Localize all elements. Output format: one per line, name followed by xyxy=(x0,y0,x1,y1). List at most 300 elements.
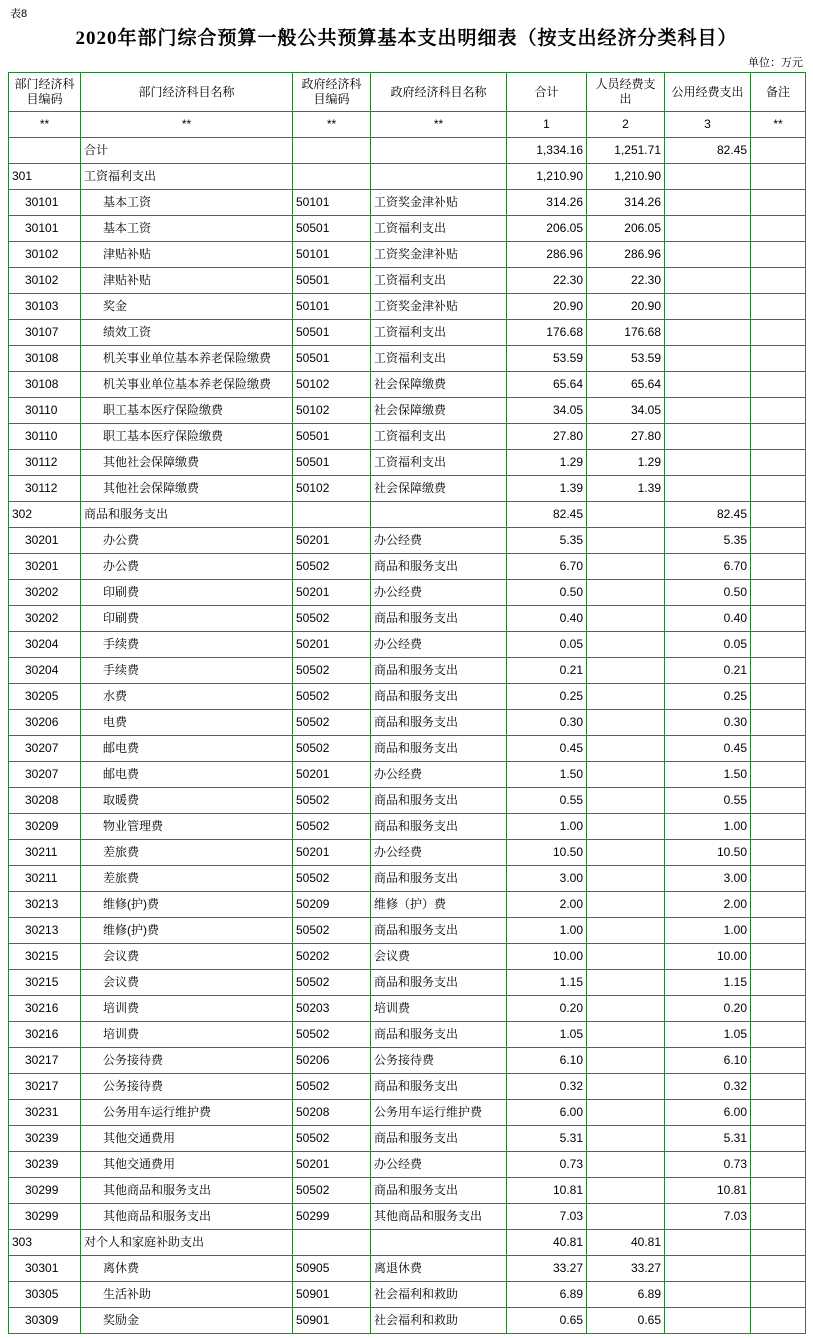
cell-gov-code: 50502 xyxy=(293,554,371,580)
cell-public: 6.10 xyxy=(665,1048,751,1074)
cell-dept-code: 303 xyxy=(9,1230,81,1256)
cell-total: 3.00 xyxy=(507,866,587,892)
cell-dept-name: 职工基本医疗保险缴费 xyxy=(81,398,293,424)
cell-remark xyxy=(751,1074,806,1100)
cell-dept-code: 30299 xyxy=(9,1178,81,1204)
cell-gov-name: 商品和服务支出 xyxy=(371,866,507,892)
cell-dept-code: 30205 xyxy=(9,684,81,710)
cell-gov-name: 社会保障缴费 xyxy=(371,398,507,424)
cell-gov-name: 商品和服务支出 xyxy=(371,918,507,944)
table-row xyxy=(9,1048,806,1074)
cell-total: 10.00 xyxy=(507,944,587,970)
cell-personnel: 6.89 xyxy=(587,1282,665,1308)
cell-dept-name: 差旅费 xyxy=(81,840,293,866)
cell-dept-name: 公务接待费 xyxy=(81,1074,293,1100)
cell-gov-name: 办公经费 xyxy=(371,528,507,554)
cell-personnel: 1,251.71 xyxy=(587,138,665,164)
cell-dept-name: 手续费 xyxy=(81,658,293,684)
cell-gov-name: 工资奖金津补贴 xyxy=(371,190,507,216)
cell-dept-name: 津贴补贴 xyxy=(81,268,293,294)
cell-total: 0.21 xyxy=(507,658,587,684)
colnum-8: ** xyxy=(751,112,806,138)
cell-total: 0.05 xyxy=(507,632,587,658)
cell-gov-code: 50905 xyxy=(293,1256,371,1282)
cell-remark xyxy=(751,1048,806,1074)
cell-gov-name: 工资福利支出 xyxy=(371,450,507,476)
cell-personnel: 40.81 xyxy=(587,1230,665,1256)
colnum-2: ** xyxy=(81,112,293,138)
cell-dept-name: 维修(护)费 xyxy=(81,918,293,944)
cell-public: 1.05 xyxy=(665,1022,751,1048)
cell-dept-code: 30204 xyxy=(9,632,81,658)
cell-total: 1.00 xyxy=(507,814,587,840)
cell-remark xyxy=(751,216,806,242)
cell-dept-name: 基本工资 xyxy=(81,190,293,216)
cell-public: 0.30 xyxy=(665,710,751,736)
cell-dept-code: 30108 xyxy=(9,346,81,372)
cell-remark xyxy=(751,1100,806,1126)
table-row xyxy=(9,216,806,242)
cell-total: 1.50 xyxy=(507,762,587,788)
cell-remark xyxy=(751,788,806,814)
cell-gov-name: 离退休费 xyxy=(371,1256,507,1282)
cell-gov-code: 50201 xyxy=(293,840,371,866)
cell-public xyxy=(665,164,751,190)
table-row xyxy=(9,944,806,970)
cell-dept-name: 工资福利支出 xyxy=(81,164,293,190)
table-row xyxy=(9,710,806,736)
cell-dept-code: 30102 xyxy=(9,242,81,268)
cell-personnel: 1.29 xyxy=(587,450,665,476)
cell-gov-code: 50208 xyxy=(293,1100,371,1126)
cell-total: 6.70 xyxy=(507,554,587,580)
table-row xyxy=(9,1282,806,1308)
cell-gov-name: 商品和服务支出 xyxy=(371,1022,507,1048)
cell-gov-code: 50101 xyxy=(293,294,371,320)
cell-gov-name: 办公经费 xyxy=(371,632,507,658)
cell-gov-name xyxy=(371,1230,507,1256)
cell-total: 0.65 xyxy=(507,1308,587,1334)
cell-gov-code: 50502 xyxy=(293,736,371,762)
cell-personnel xyxy=(587,814,665,840)
cell-dept-code: 30201 xyxy=(9,528,81,554)
cell-gov-name: 会议费 xyxy=(371,944,507,970)
cell-dept-name: 公务接待费 xyxy=(81,1048,293,1074)
cell-public xyxy=(665,450,751,476)
cell-gov-code: 50502 xyxy=(293,606,371,632)
cell-remark xyxy=(751,1022,806,1048)
cell-gov-code: 50203 xyxy=(293,996,371,1022)
cell-dept-name: 其他社会保障缴费 xyxy=(81,450,293,476)
cell-dept-code: 30110 xyxy=(9,424,81,450)
table-row xyxy=(9,554,806,580)
cell-dept-name: 维修(护)费 xyxy=(81,892,293,918)
cell-gov-code: 50201 xyxy=(293,762,371,788)
cell-personnel: 20.90 xyxy=(587,294,665,320)
cell-gov-code: 50201 xyxy=(293,632,371,658)
cell-gov-code xyxy=(293,502,371,528)
cell-public: 0.25 xyxy=(665,684,751,710)
cell-public: 7.03 xyxy=(665,1204,751,1230)
cell-total: 286.96 xyxy=(507,242,587,268)
cell-dept-code: 30301 xyxy=(9,1256,81,1282)
cell-personnel xyxy=(587,762,665,788)
cell-personnel xyxy=(587,1204,665,1230)
cell-dept-name: 水费 xyxy=(81,684,293,710)
table-row xyxy=(9,996,806,1022)
cell-dept-name: 取暖费 xyxy=(81,788,293,814)
cell-gov-name: 社会福利和救助 xyxy=(371,1282,507,1308)
cell-personnel xyxy=(587,528,665,554)
cell-total: 1,334.16 xyxy=(507,138,587,164)
cell-gov-code: 50502 xyxy=(293,1178,371,1204)
cell-total: 10.50 xyxy=(507,840,587,866)
table-row xyxy=(9,320,806,346)
column-number-row xyxy=(9,112,806,138)
cell-dept-code: 30239 xyxy=(9,1152,81,1178)
cell-dept-name: 手续费 xyxy=(81,632,293,658)
cell-public: 0.50 xyxy=(665,580,751,606)
table-row xyxy=(9,268,806,294)
cell-total: 1.39 xyxy=(507,476,587,502)
cell-remark xyxy=(751,658,806,684)
cell-gov-code: 50502 xyxy=(293,658,371,684)
cell-dept-name: 其他商品和服务支出 xyxy=(81,1178,293,1204)
cell-public: 6.70 xyxy=(665,554,751,580)
cell-public: 1.00 xyxy=(665,814,751,840)
cell-gov-name: 工资福利支出 xyxy=(371,346,507,372)
cell-personnel: 0.65 xyxy=(587,1308,665,1334)
cell-remark xyxy=(751,1152,806,1178)
cell-gov-name: 商品和服务支出 xyxy=(371,1074,507,1100)
cell-dept-code: 30110 xyxy=(9,398,81,424)
cell-dept-name: 印刷费 xyxy=(81,606,293,632)
cell-dept-code: 30202 xyxy=(9,606,81,632)
page-title: 2020年部门综合预算一般公共预算基本支出明细表（按支出经济分类科目） xyxy=(75,28,738,49)
cell-total: 22.30 xyxy=(507,268,587,294)
cell-gov-name: 工资福利支出 xyxy=(371,320,507,346)
header-personnel: 人员经费支出 xyxy=(587,73,665,112)
cell-dept-name: 印刷费 xyxy=(81,580,293,606)
cell-remark xyxy=(751,710,806,736)
cell-remark xyxy=(751,1178,806,1204)
cell-gov-name: 社会保障缴费 xyxy=(371,372,507,398)
cell-gov-name: 社会福利和救助 xyxy=(371,1308,507,1334)
cell-gov-name: 其他商品和服务支出 xyxy=(371,1204,507,1230)
cell-public xyxy=(665,268,751,294)
cell-total: 0.55 xyxy=(507,788,587,814)
table-row xyxy=(9,398,806,424)
cell-public xyxy=(665,372,751,398)
cell-gov-code: 50901 xyxy=(293,1308,371,1334)
cell-gov-code: 50501 xyxy=(293,346,371,372)
cell-dept-name: 机关事业单位基本养老保险缴费 xyxy=(81,372,293,398)
cell-personnel xyxy=(587,1048,665,1074)
cell-public xyxy=(665,1282,751,1308)
cell-gov-name xyxy=(371,138,507,164)
cell-remark xyxy=(751,320,806,346)
cell-dept-code: 30309 xyxy=(9,1308,81,1334)
cell-dept-name: 其他交通费用 xyxy=(81,1152,293,1178)
cell-gov-name: 商品和服务支出 xyxy=(371,814,507,840)
cell-public: 0.05 xyxy=(665,632,751,658)
cell-personnel: 1,210.90 xyxy=(587,164,665,190)
cell-gov-name: 办公经费 xyxy=(371,762,507,788)
header-public: 公用经费支出 xyxy=(665,73,751,112)
cell-public: 0.21 xyxy=(665,658,751,684)
cell-remark xyxy=(751,528,806,554)
cell-total: 6.00 xyxy=(507,1100,587,1126)
cell-remark xyxy=(751,1308,806,1334)
cell-public xyxy=(665,320,751,346)
cell-remark xyxy=(751,1282,806,1308)
table-row xyxy=(9,1230,806,1256)
cell-dept-code: 30207 xyxy=(9,736,81,762)
cell-dept-name: 其他社会保障缴费 xyxy=(81,476,293,502)
cell-gov-name: 商品和服务支出 xyxy=(371,710,507,736)
colnum-4: ** xyxy=(371,112,507,138)
cell-gov-code: 50101 xyxy=(293,190,371,216)
cell-dept-code: 30217 xyxy=(9,1048,81,1074)
cell-gov-code xyxy=(293,138,371,164)
cell-personnel xyxy=(587,580,665,606)
cell-dept-name: 生活补助 xyxy=(81,1282,293,1308)
cell-public xyxy=(665,398,751,424)
cell-gov-name: 商品和服务支出 xyxy=(371,606,507,632)
table-row xyxy=(9,814,806,840)
table-row xyxy=(9,242,806,268)
cell-public: 0.73 xyxy=(665,1152,751,1178)
cell-total: 314.26 xyxy=(507,190,587,216)
cell-gov-code: 50502 xyxy=(293,918,371,944)
cell-public: 10.00 xyxy=(665,944,751,970)
cell-gov-code: 50202 xyxy=(293,944,371,970)
table-row xyxy=(9,580,806,606)
table-row xyxy=(9,736,806,762)
cell-dept-name: 机关事业单位基本养老保险缴费 xyxy=(81,346,293,372)
cell-gov-name xyxy=(371,164,507,190)
cell-dept-name: 对个人和家庭补助支出 xyxy=(81,1230,293,1256)
table-row xyxy=(9,892,806,918)
cell-dept-name: 基本工资 xyxy=(81,216,293,242)
cell-dept-name: 职工基本医疗保险缴费 xyxy=(81,424,293,450)
cell-gov-code: 50502 xyxy=(293,1074,371,1100)
cell-public xyxy=(665,1256,751,1282)
cell-dept-name: 差旅费 xyxy=(81,866,293,892)
cell-remark xyxy=(751,372,806,398)
cell-dept-code: 30215 xyxy=(9,970,81,996)
cell-dept-code: 301 xyxy=(9,164,81,190)
cell-dept-code: 30112 xyxy=(9,476,81,502)
cell-remark xyxy=(751,970,806,996)
cell-total: 65.64 xyxy=(507,372,587,398)
cell-public xyxy=(665,1230,751,1256)
cell-personnel: 53.59 xyxy=(587,346,665,372)
cell-remark xyxy=(751,736,806,762)
cell-remark xyxy=(751,996,806,1022)
cell-total: 53.59 xyxy=(507,346,587,372)
cell-public: 82.45 xyxy=(665,138,751,164)
cell-gov-name: 办公经费 xyxy=(371,1152,507,1178)
cell-gov-name: 公务用车运行维护费 xyxy=(371,1100,507,1126)
cell-dept-code: 30209 xyxy=(9,814,81,840)
cell-gov-code: 50502 xyxy=(293,814,371,840)
cell-total: 1.15 xyxy=(507,970,587,996)
cell-gov-code: 50102 xyxy=(293,398,371,424)
cell-dept-code: 30207 xyxy=(9,762,81,788)
budget-table xyxy=(8,72,806,1334)
header-gov-code: 政府经济科目编码 xyxy=(293,73,371,112)
cell-total: 1.00 xyxy=(507,918,587,944)
cell-personnel xyxy=(587,840,665,866)
cell-gov-code: 50502 xyxy=(293,788,371,814)
cell-personnel xyxy=(587,970,665,996)
cell-dept-code: 30206 xyxy=(9,710,81,736)
cell-gov-code: 50502 xyxy=(293,866,371,892)
cell-dept-code: 30215 xyxy=(9,944,81,970)
cell-dept-name: 邮电费 xyxy=(81,762,293,788)
cell-dept-name: 办公费 xyxy=(81,554,293,580)
cell-personnel xyxy=(587,1022,665,1048)
cell-remark xyxy=(751,398,806,424)
table-row xyxy=(9,528,806,554)
cell-personnel xyxy=(587,918,665,944)
cell-personnel xyxy=(587,710,665,736)
cell-dept-name: 电费 xyxy=(81,710,293,736)
cell-personnel xyxy=(587,554,665,580)
cell-personnel: 314.26 xyxy=(587,190,665,216)
cell-remark xyxy=(751,1230,806,1256)
cell-gov-code: 50501 xyxy=(293,216,371,242)
cell-total: 40.81 xyxy=(507,1230,587,1256)
cell-personnel: 176.68 xyxy=(587,320,665,346)
cell-dept-name: 其他商品和服务支出 xyxy=(81,1204,293,1230)
colnum-6: 2 xyxy=(587,112,665,138)
cell-public xyxy=(665,346,751,372)
cell-dept-code: 30213 xyxy=(9,892,81,918)
cell-gov-code: 50502 xyxy=(293,1126,371,1152)
cell-personnel xyxy=(587,736,665,762)
cell-public: 0.32 xyxy=(665,1074,751,1100)
cell-gov-code: 50209 xyxy=(293,892,371,918)
cell-total: 206.05 xyxy=(507,216,587,242)
cell-remark xyxy=(751,632,806,658)
table-row xyxy=(9,606,806,632)
cell-remark xyxy=(751,268,806,294)
cell-personnel: 1.39 xyxy=(587,476,665,502)
cell-remark xyxy=(751,502,806,528)
cell-gov-name: 工资福利支出 xyxy=(371,268,507,294)
cell-remark xyxy=(751,606,806,632)
cell-dept-code: 30204 xyxy=(9,658,81,684)
cell-remark xyxy=(751,554,806,580)
colnum-1: ** xyxy=(9,112,81,138)
table-row xyxy=(9,294,806,320)
cell-gov-name: 工资奖金津补贴 xyxy=(371,242,507,268)
cell-dept-name: 奖励金 xyxy=(81,1308,293,1334)
cell-total: 33.27 xyxy=(507,1256,587,1282)
table-row xyxy=(9,502,806,528)
cell-public: 10.50 xyxy=(665,840,751,866)
cell-gov-code: 50201 xyxy=(293,580,371,606)
cell-remark xyxy=(751,762,806,788)
cell-personnel xyxy=(587,866,665,892)
cell-remark xyxy=(751,814,806,840)
table-row xyxy=(9,190,806,216)
cell-total: 1,210.90 xyxy=(507,164,587,190)
cell-dept-code: 30231 xyxy=(9,1100,81,1126)
cell-total: 27.80 xyxy=(507,424,587,450)
cell-public xyxy=(665,216,751,242)
cell-total: 82.45 xyxy=(507,502,587,528)
cell-dept-code: 30239 xyxy=(9,1126,81,1152)
cell-dept-code: 30216 xyxy=(9,1022,81,1048)
cell-remark xyxy=(751,164,806,190)
cell-remark xyxy=(751,892,806,918)
table-row xyxy=(9,866,806,892)
cell-total: 10.81 xyxy=(507,1178,587,1204)
cell-gov-code: 50502 xyxy=(293,970,371,996)
table-body xyxy=(9,138,806,1334)
header-row xyxy=(9,73,806,112)
table-row xyxy=(9,346,806,372)
cell-public: 3.00 xyxy=(665,866,751,892)
cell-gov-code xyxy=(293,1230,371,1256)
cell-gov-name: 社会保障缴费 xyxy=(371,476,507,502)
cell-public: 1.00 xyxy=(665,918,751,944)
cell-dept-code: 30211 xyxy=(9,866,81,892)
header-dept-code: 部门经济科目编码 xyxy=(9,73,81,112)
cell-personnel xyxy=(587,1100,665,1126)
table-row xyxy=(9,476,806,502)
cell-public: 0.20 xyxy=(665,996,751,1022)
table-row xyxy=(9,840,806,866)
cell-dept-code: 30208 xyxy=(9,788,81,814)
cell-public: 82.45 xyxy=(665,502,751,528)
cell-total: 7.03 xyxy=(507,1204,587,1230)
table-row xyxy=(9,918,806,944)
cell-public xyxy=(665,476,751,502)
cell-total: 1.05 xyxy=(507,1022,587,1048)
cell-total: 0.30 xyxy=(507,710,587,736)
table-row xyxy=(9,632,806,658)
cell-dept-name: 会议费 xyxy=(81,944,293,970)
cell-dept-code: 30217 xyxy=(9,1074,81,1100)
cell-dept-name: 物业管理费 xyxy=(81,814,293,840)
cell-remark xyxy=(751,1256,806,1282)
cell-gov-name: 商品和服务支出 xyxy=(371,736,507,762)
cell-public: 0.55 xyxy=(665,788,751,814)
cell-total: 2.00 xyxy=(507,892,587,918)
table-row xyxy=(9,424,806,450)
cell-gov-code: 50299 xyxy=(293,1204,371,1230)
table-row xyxy=(9,1308,806,1334)
cell-remark xyxy=(751,138,806,164)
cell-public: 5.35 xyxy=(665,528,751,554)
cell-dept-name: 公务用车运行维护费 xyxy=(81,1100,293,1126)
table-row xyxy=(9,450,806,476)
cell-dept-code: 30211 xyxy=(9,840,81,866)
cell-gov-code: 50502 xyxy=(293,1022,371,1048)
cell-gov-name: 办公经费 xyxy=(371,840,507,866)
cell-dept-code xyxy=(9,138,81,164)
cell-total: 5.31 xyxy=(507,1126,587,1152)
cell-gov-name: 工资奖金津补贴 xyxy=(371,294,507,320)
cell-personnel xyxy=(587,892,665,918)
cell-total: 34.05 xyxy=(507,398,587,424)
cell-total: 0.45 xyxy=(507,736,587,762)
cell-gov-name: 商品和服务支出 xyxy=(371,1178,507,1204)
